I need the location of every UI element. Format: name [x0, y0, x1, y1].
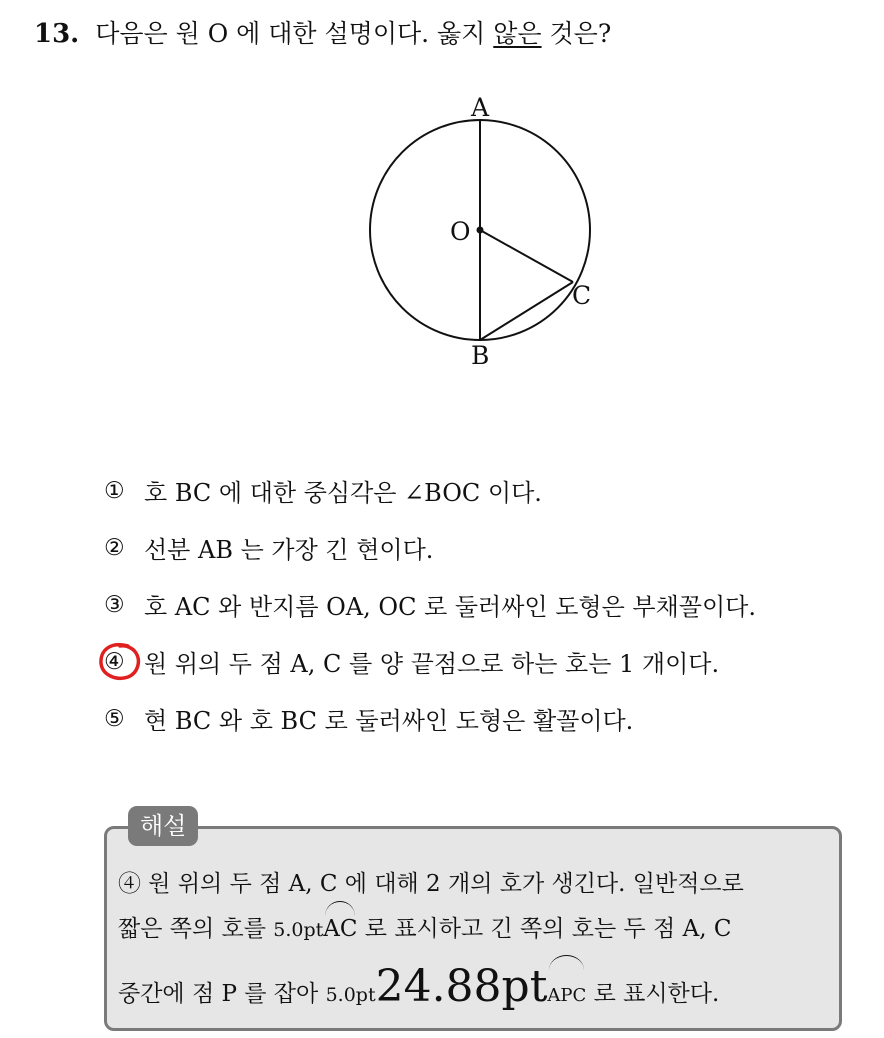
label-b: B	[471, 341, 490, 370]
question-header	[34, 14, 611, 50]
choice-4[interactable]	[104, 633, 756, 690]
solution-text	[118, 862, 830, 1022]
solution-text-part: 로 표시한다.	[593, 981, 720, 1007]
choice-text: 현 BC 와 호 BC 로 둘러싸인 도형은 활꼴이다.	[144, 707, 634, 735]
solution-size-note: 5.0pt	[273, 919, 324, 941]
choice-text: 호 AC 와 반지름 OA, OC 로 둘러싸인 도형은 부채꼴이다.	[144, 593, 756, 621]
choice-text: 선분 AB 는 가장 긴 현이다.	[144, 536, 434, 564]
choice-mark: ①	[104, 477, 125, 504]
choice-text: 호 BC 에 대한 중심각은 ∠BOC 이다.	[144, 479, 542, 507]
question-underlined-word: 않은	[493, 19, 542, 48]
solution-size-note-big: 24.88pt	[375, 961, 548, 1012]
choice-mark: ③	[104, 591, 125, 618]
choice-2[interactable]	[104, 519, 756, 576]
solution-text-part: 로 표시하고 긴 쪽의 호는 두 점 A, C	[364, 916, 732, 942]
chord-bc	[480, 282, 573, 340]
choice-list	[104, 462, 756, 747]
choice-3[interactable]	[104, 576, 756, 633]
choice-mark: ⑤	[104, 705, 125, 732]
label-a: A	[471, 93, 490, 122]
question-text: 다음은 원 O 에 대한 설명이다. 옳지	[95, 19, 486, 48]
question-text-end: 것은?	[549, 19, 612, 48]
solution-line-3	[118, 952, 830, 1022]
label-o: O	[450, 217, 471, 246]
choice-5[interactable]	[104, 690, 756, 747]
solution-text-part: 짧은 쪽의 호를	[118, 916, 266, 942]
choice-mark: ②	[104, 534, 125, 561]
solution-line-2	[118, 907, 830, 952]
radius-oc	[480, 230, 573, 282]
choice-text: 원 위의 두 점 A, C 를 양 끝점으로 하는 호는 1 개이다.	[144, 650, 720, 678]
solution-line-1: ④ 원 위의 두 점 A, C 에 대해 2 개의 호가 생긴다. 일반적으로	[118, 871, 744, 897]
question-number: 13.	[34, 19, 80, 49]
solution-text-part: 중간에 점 P 를 잡아	[118, 981, 319, 1007]
solution-tag: 해설	[128, 806, 198, 846]
choice-1[interactable]	[104, 462, 756, 519]
label-c: C	[572, 281, 592, 310]
arc-ac-notation: AC	[323, 907, 357, 952]
circle-figure	[350, 88, 630, 378]
center-point	[477, 227, 484, 234]
arc-apc-notation: APC	[547, 961, 586, 1031]
choice-mark: ④	[104, 648, 125, 675]
solution-size-note: 5.0pt	[325, 984, 376, 1006]
